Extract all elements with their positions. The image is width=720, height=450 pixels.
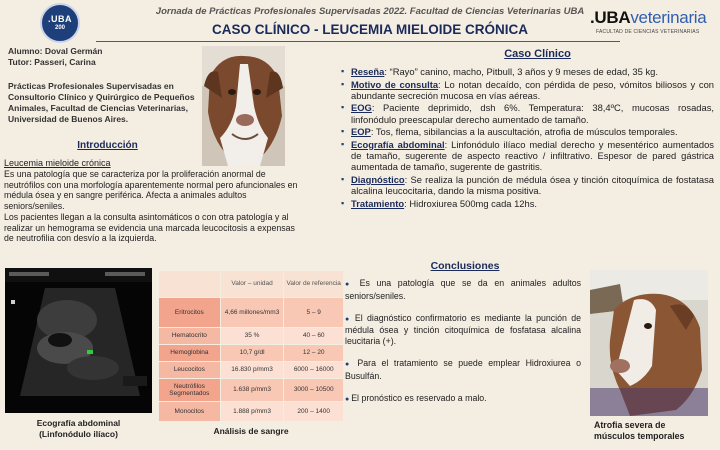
caso-key-resena: Reseña (351, 66, 385, 77)
conclusiones-list (345, 278, 581, 416)
table-cell-reference: 6000 – 16000 (284, 362, 344, 379)
atrofia-caption (588, 420, 716, 442)
list-item (340, 174, 714, 196)
authors-block (8, 46, 198, 68)
caso-text: : Tos, flema, sibilancias a la auscultación, atrofia de músculos temporales. (370, 126, 678, 138)
table-cell-reference: 3000 – 10500 (284, 379, 344, 402)
list-item (340, 126, 714, 137)
list-item: ● El pronóstico es reservado a malo. (345, 393, 581, 406)
conclusiones-heading: Conclusiones (430, 260, 500, 272)
list-item (340, 66, 714, 77)
table-cell-parameter: Monocitos (159, 402, 221, 422)
introduccion-text (4, 169, 304, 244)
intro-paragraph-2: Los pacientes llegan a la consulta asintomáticos o con otra patología y al realizar un hemograma se evidencia una marcada leucocitosis a expensas de neutrofilia con desvío a la izquierda. (4, 211, 295, 244)
table-cell-reference: 5 – 9 (284, 298, 344, 328)
table-cell-value: 10,7 g/dl (220, 345, 284, 362)
list-item: ● El diagnóstico confirmatorio es mediante la punción de médula ósea y tinción citoquímica de fosfatasa alcalina leucitaria (+). (345, 313, 581, 347)
uba-logo-text: .UBA (48, 14, 72, 24)
caso-text: : Paciente deprimido, dsh 6%. Temperatura: 38,4ºC, mucosas rosadas, linfonódulo preescapular derecho aumentado de tamaño. (351, 102, 714, 125)
caso-text: : Lo notan decaído, con pérdida de peso, vómitos biliosos y con abundante secreción mucosa en vías aéreas. (351, 78, 715, 101)
leucemia-subheading: Leucemia mieloide crónica (4, 158, 111, 168)
ecografia-caption (5, 418, 152, 440)
table-row (159, 328, 344, 345)
caso-key-eog: EOG (351, 102, 372, 114)
list-item: ● Para el tratamiento se puede emplear Hidroxiurea o Busulfán. (345, 358, 581, 382)
list-item (340, 198, 714, 209)
uba-logo-number: 200 (54, 25, 65, 31)
table-row (159, 362, 344, 379)
table-cell-parameter: Hematocrito (159, 328, 221, 345)
table-cell-parameter: Eritrocitos (159, 298, 221, 328)
blood-analysis-table (158, 270, 344, 422)
caso-text: : Se realiza la punción de médula ósea y tinción citoquímica de fostatasa alcalina leucocitaria, dando la misma positiva. (351, 173, 714, 196)
jornada-subtitle: Jornada de Prácticas Profesionales Supervisadas 2022. Facultad de Ciencias Veterinarias UBA (155, 6, 585, 17)
table-row (159, 402, 344, 422)
table-header-cell: Valor de referencia (284, 271, 344, 298)
caso-clinico-heading: Caso Clínico (504, 48, 571, 60)
table-cell-value: 4,66 millones/mm3 (220, 298, 284, 328)
title-divider (96, 41, 620, 42)
caso-text: : “Rayo” canino, macho, Pitbull, 3 años y 9 meses de edad, 35 kg. (384, 66, 658, 77)
table-cell-parameter: Leucocitos (159, 362, 221, 379)
caso-clinico-list (340, 66, 714, 210)
ultrasound-scan-image (5, 268, 152, 413)
caso-key-tratamiento: Tratamiento (351, 197, 405, 209)
poster-header (0, 0, 720, 44)
practicas-text: Prácticas Profesionales Supervisadas en Consultorio Clínico y Quirúrgico de Pequeños Animales, Facultad de Ciencias Veterinarias, Universidad de Buenos Aires. (8, 81, 195, 124)
table-cell-parameter: Hemoglobina (159, 345, 221, 362)
intro-paragraph-1: Es una patología que se caracteriza por la proliferación anormal de neutrófilos con una morfología aparentemente normal pero afuncionales en médula ósea y en sangre periférica. Afecta a animales adultos seniors/seniles. (4, 169, 298, 212)
table-header-cell (159, 271, 221, 298)
list-item: ● Es una patología que se da en animales adultos seniors/seniles. (345, 278, 581, 302)
vet-logo-subtitle: FACULTAD DE CIENCIAS VETERINARIAS (596, 29, 700, 35)
list-item (340, 79, 714, 101)
vet-logo-uba: .UBA (590, 8, 631, 27)
list-item (340, 139, 714, 173)
poster-title: CASO CLÍNICO - LEUCEMIA MIELOIDE CRÓNICA (212, 22, 528, 37)
list-item (340, 102, 714, 124)
caso-text: : Hidroxiurea 500mg cada 12hs. (404, 197, 538, 209)
uba-veterinaria-logo (590, 8, 715, 40)
table-cell-reference: 12 – 20 (284, 345, 344, 362)
table-row (159, 298, 344, 328)
table-cell-parameter: Neutrófilos Segmentados (159, 379, 221, 402)
analisis-caption: Análisis de sangre (213, 426, 289, 436)
uba-200-logo (40, 3, 80, 43)
table-cell-value: 16.830 p/mm3 (220, 362, 284, 379)
table-cell-value: 1.888 p/mm3 (220, 402, 284, 422)
caso-key-diagnostico: Diagnóstico (351, 173, 405, 185)
caso-text: : Linfonódulo ilíaco medial derecho y mesentérico aumentados de tamaño, sugerente de aspecto reactivo / infiltrativo. Espesor de pared gástrica aumentada de tamaño, sugerente de gastritis. (351, 138, 714, 173)
caso-key-eop: EOP (351, 126, 371, 138)
tutor-line: Tutor: Passeri, Carina (8, 57, 96, 67)
table-cell-value: 1.638 p/mm3 (220, 379, 284, 402)
ecografia-caption-line2: (Linfonódulo ilíaco) (39, 429, 118, 439)
table-header-cell: Valor – unidad (220, 271, 284, 298)
vet-logo-veterinaria: veterinaria (630, 8, 707, 27)
ecografia-image (5, 268, 152, 413)
table-cell-reference: 200 – 1400 (284, 402, 344, 422)
table-row (159, 379, 344, 402)
ecografia-caption-line1: Ecografía abdominal (36, 418, 121, 428)
atrofia-caption-line1: Atrofia severa de (594, 420, 666, 430)
table-cell-reference: 40 – 60 (284, 328, 344, 345)
atrofia-photo (590, 270, 708, 416)
caso-key-ecografia: Ecografía abdominal (351, 138, 445, 150)
alumno-line: Alumno: Doval Germán (8, 46, 103, 56)
table-cell-value: 35 % (220, 328, 284, 345)
caso-key-motivo: Motivo de consulta (351, 78, 439, 90)
table-header-row (159, 271, 344, 298)
atrofia-caption-line2: músculos temporales (594, 431, 685, 441)
table-row (159, 345, 344, 362)
dog-side-image (590, 270, 708, 416)
introduccion-heading: Introducción (77, 140, 138, 151)
